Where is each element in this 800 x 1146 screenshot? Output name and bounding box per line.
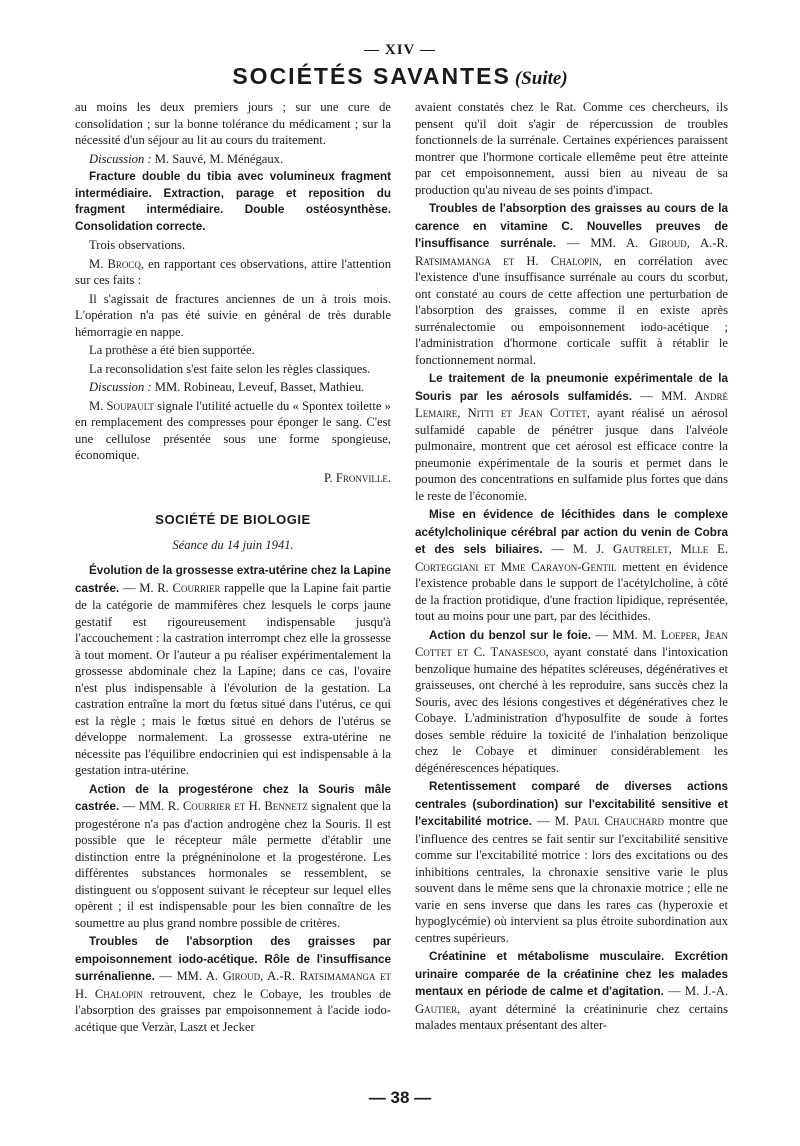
article-heading: Fracture double du tibia avec volumineux fragment intermédiaire. Extraction, parage et reposition du fragment intermédiaire. Double ostéosynthèse. Consolidation correcte. [75, 170, 391, 233]
article-title: Troubles de l'absorption des graisses au cours de la carence en vitamine C. Nouvelles preuves de l'insuffisance surrénale. [415, 202, 728, 250]
header-suite: (Suite) [514, 68, 568, 89]
discussion-names: MM. Robineau, Leveuf, Basset, Mathieu. [151, 380, 365, 394]
paragraph: La prothèse a été bien supportée. [89, 343, 255, 357]
paragraph: M. Soupault signale l'utilité actuelle du « Spontex toilette » en remplacement des compresses pour éponger le sang. C'est une cellulose présentée sous une forme spongieuse, économique. [75, 398, 391, 462]
session-date: Séance du 14 juin 1941. [172, 537, 294, 552]
article-authors: — MM. André Lemaire, Nitti et Jean Cottet, [415, 388, 729, 420]
article-title: Créatinine et métabolisme musculaire. Excrétion urinaire comparée de la créatinine chez les malades mentaux en période de calme et d'agitation. [415, 950, 728, 998]
section-title: SOCIÉTÉ DE BIOLOGIE [155, 512, 311, 527]
article-authors: — MM. A. Giroud, A.-R. Ratsimamanga et H. Chalopin, [415, 236, 728, 268]
left-column [75, 99, 391, 1035]
discussion-label: Discussion : [89, 380, 152, 394]
article-title: Évolution de la grossesse extra-utérine chez la Lapine castrée. [75, 564, 391, 595]
article: Action de la progestérone chez la Souris mâle castrée. — MM. R. Courrier et H. Bennetz signalent que la progestérone n'a pas d'action androgène chez la Souris. Il est possible que le récepteur mâle permette d'établir une distinction entre la prégnéninolone et la progestérone. Les différentes substances hormonales se ressemblent, se distinguent ou s'opposent suivant le récepteur sur lequel elles opèrent ; il est indispensable pour les bien connaître de les soumettre au plus grand nombre possible de critères. [75, 782, 392, 930]
author-name: M. Brocq, [89, 256, 145, 271]
discussion-line [75, 151, 391, 168]
right-column [415, 99, 728, 1034]
article-title: Action de la progestérone chez la Souris mâle castrée. [75, 782, 391, 813]
header-title: SOCIÉTÉS SAVANTES [232, 63, 511, 89]
article-authors: — M. J.-A. Gautier, [415, 984, 728, 1016]
paragraph: Trois observations. [89, 238, 186, 252]
article-authors: — MM. M. Loeper, Jean Cottet et C. Tanasesco, [415, 627, 728, 659]
signature: P. Fronville. [323, 470, 391, 485]
article-authors: — M. R. Courrier [119, 580, 221, 595]
paragraph: Il s'agissait de fractures anciennes de un à trois mois. L'opération n'a pas été suivie en général de très durable hémorragie en nappe. [75, 291, 391, 339]
article-authors: — M. Paul Chauchard [532, 814, 665, 828]
article-authors: — M. J. Gautrelet, Mlle E. Corteggiani et Mme Carayon-Gentil [415, 542, 728, 574]
article-title: Le traitement de la pneumonie expérimentale de la Souris par les aérosols sulfamidés. [415, 372, 728, 403]
article: Le traitement de la pneumonie expérimentale de la Souris par les aérosols sulfamidés. — MM. André Lemaire, Nitti et Jean Cottet, ayant réalisé un aérosol sulfamidé capable de pénétrer jusque dans l'alvéole pulmonaire, montrent que cet aérosol est efficace contre la pneumonie expérimentale de la souris et permet dans le poumon des concentrations en sulfamide plus fortes que dans le reste de l'économie. [415, 372, 729, 503]
article-title: Mise en évidence de lécithides dans le complexe acétylcholinique cérébral par action du venin de Cobra et des sels biliaires. [415, 508, 728, 556]
article-authors: — MM. R. Courrier et H. Bennetz [119, 799, 308, 813]
article: Mise en évidence de lécithides dans le complexe acétylcholinique cérébral par action du venin de Cobra et des sels biliaires. — M. J. Gautrelet, Mlle E. Corteggiani et Mme Carayon-Gentil mettent en évidence l'existence probable dans le support de l'acétylcholine, à côté de la fraction protidique, d'une fraction lipidique, représentée, tout au moins pour une part, par des lécithides. [415, 508, 728, 623]
page-number: — 38 — [368, 1088, 432, 1107]
running-header [0, 63, 800, 90]
article: Troubles de l'absorption des graisses au cours de la carence en vitamine C. Nouvelles preuves de l'insuffisance surrénale. — MM. A. Giroud, A.-R. Ratsimamanga et H. Chalopin, en corrélation avec l'existence d'une insuffisance surrénale au cours du scorbut, ont constaté au cours de cette affection une perturbation de l'absorption des graisses, comme il en existe après surrénalectomie ou empoisonnement iodo-acétique ; l'administration d'hormone corticale suffit à rétablir le fonctionnement normal. [415, 202, 728, 367]
article: Créatinine et métabolisme musculaire. Excrétion urinaire comparée de la créatinine chez les malades mentaux en période de calme et d'agitation. — M. J.-A. Gautier, ayant déterminé la créatininurie chez certains malades mentaux présentant des alter- [415, 950, 728, 1032]
article: Troubles de l'absorption des graisses par empoisonnement iodo-acétique. Rôle de l'insuffisance surrénalienne. — MM. A. Giroud, A.-R. Ratsimamanga et H. Chalopin retrouvent, chez le Cobaye, les troubles de l'absorption des graisses par empoisonnement à l'acide iodo-acétique que Verzàr, Laszt et Jecker [75, 935, 391, 1034]
article-title: Retentissement comparé de diverses actions centrales (subordination) sur l'excitabilité sensitive et l'excitabilité motrice. [415, 780, 728, 828]
discussion-line [75, 379, 391, 396]
article-title: Troubles de l'absorption des graisses par empoisonnement iodo-acétique. Rôle de l'insuffisance surrénalienne. [75, 935, 391, 983]
paragraph: avaient constatés chez le Rat. Comme ces chercheurs, ils pensent qu'il doit s'agir de répercussion de troubles fonctionnels de la surrénale. Certaines expériences paraissent montrer que l'hormone corticale ellemême peut être atteinte par cet empoisonnement, aussi bien au niveau de sa production qu'au niveau de ses points d'impact. [415, 100, 728, 197]
article: Évolution de la grossesse extra-utérine chez la Lapine castrée. — M. R. Courrier rappelle que la Lapine fait partie de la catégorie de mammifères chez lesquels le corps jaune gestatif est rigoureusement indispensable jusqu'à l'accouchement : la castration interrompt chez elle la grossesse à tout moment. Or l'auteur a pu réaliser expérimentalement la grossesse abdominale chez la Lapine; dans ce cas, l'ovaire n'est plus indispensable à l'évolution de la gestation. La castration entraîne la mort du fœtus situé dans l'utérus, ce qui est la règle ; mais le fœtus situé en dehors de l'utérus se développe normalement. La grossesse extra-utérine ne nécessite pas l'équilibre endocrinien qui est indispensable à la gestation intra-utérine. [75, 564, 391, 777]
article: Action du benzol sur le foie. — MM. M. Loeper, Jean Cottet et C. Tanasesco, ayant constaté dans l'intoxication benzolique humaine des hépatites scléreuses, dégénératives et graisseuses, ont cherché à les reproduire, sans succès chez la Souris, avec des lésions congestives et dégénératives chez le Cobaye. L'administration d'hyposulfite de soude à fortes doses semble réduire la toxicité de l'inhalation benzolique chez le Cobaye et diminuer considérablement les dégénérescences hépatiques. [415, 627, 728, 775]
paragraph: La reconsolidation s'est faite selon les règles classiques. [89, 361, 371, 376]
article-authors: — MM. A. Giroud, A.-R. Ratsimamanga et H. Chalopin [75, 969, 391, 1001]
author-name: M. Soupault [89, 398, 154, 413]
page-roman-numeral: — XIV — [364, 42, 436, 58]
paragraph: M. Brocq, en rapportant ces observations, attire l'attention sur ces faits : [75, 256, 391, 287]
article: Retentissement comparé de diverses actions centrales (subordination) sur l'excitabilité sensitive et l'excitabilité motrice. — M. Paul Chauchard montre que l'influence des centres se fait sentir sur l'excitabilité sensitive comme sur l'excitabilité motrice : lors des excitations ou des inhibitions centrales, la chronaxie sensitive varie le plus souvent dans le même sens que la chronaxie motrice ; elle ne varie en sens inverse que dans les rares cas (hyperoxie et hypoglycémie) où intervient sa plus étroite subordination aux centres supérieurs. [415, 780, 729, 945]
paragraph: au moins les deux premiers jours ; sur une cure de consolidation ; sur la bonne tolérance du médicament ; sur la nécessité d'un séjour au lit au cours du traitement. [75, 100, 391, 147]
discussion-names: M. Sauvé, M. Ménégaux. [151, 151, 284, 166]
article-title: Action du benzol sur le foie. [429, 628, 591, 642]
discussion-label: Discussion : [89, 151, 152, 166]
